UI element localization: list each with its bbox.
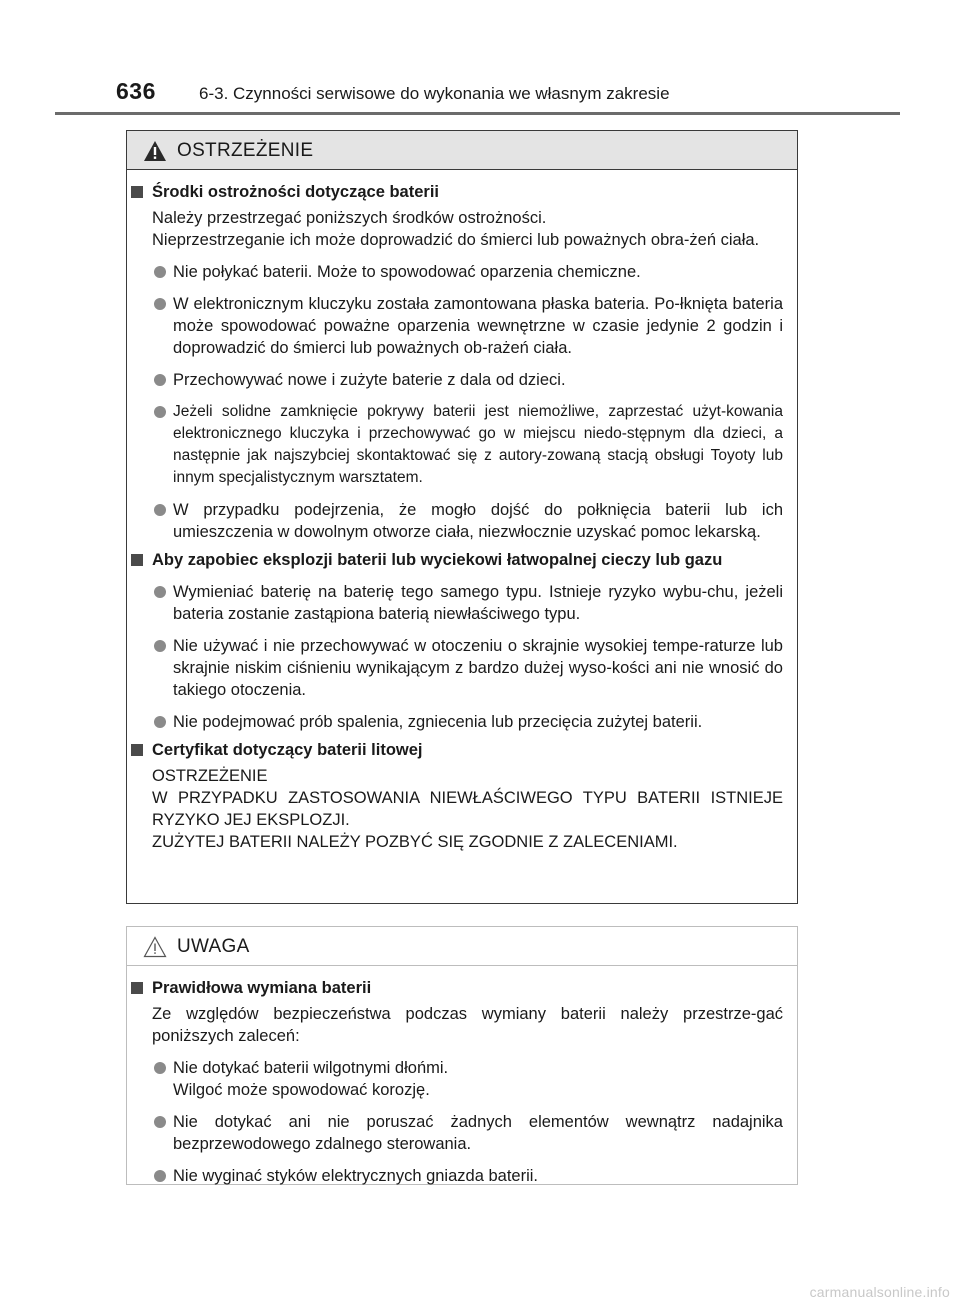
list-item: Jeżeli solidne zamknięcie pokrywy baterii jest niemożliwe, zaprzestać użyt-kowania elektronicznego kluczyka i przechowywać go w miejscu niedo-stępnym dla dzieci, a następnie jak najszybciej skontaktować się z autory-zowaną stacją obsługi Toyoty lub innym specjalistycznym warsztatem. [127,401,797,489]
certificate-line: OSTRZEŻENIE [152,767,268,785]
list-item: W przypadku podejrzenia, że mogło dojść do połknięcia baterii lub ich umieszczenia w dowolnym otworze ciała, niezwłocznie uzyskać pomoc lekarską. [127,499,797,543]
section-title: Środki ostrożności dotyczące baterii [127,181,797,203]
section-title: Prawidłowa wymiana baterii [127,977,797,999]
list-item: Wymieniać baterię na baterię tego samego typu. Istnieje ryzyko wybu-chu, jeżeli bateria zostanie zastąpiona baterią niewłaściwego typu. [127,581,797,625]
square-bullet-icon [131,554,143,566]
section-title: Aby zapobiec eksplozji baterii lub wyciekowi łatwopalnej cieczy lub gazu [127,549,797,571]
square-bullet-icon [131,186,143,198]
round-bullet-icon [154,586,166,598]
page-header [0,0,960,120]
notice-box [126,926,798,1185]
list-item: Nie dotykać baterii wilgotnymi dłońmi. Wilgoć może spowodować korozję. [127,1057,797,1101]
round-bullet-icon [154,374,166,386]
list-item: Nie dotykać ani nie poruszać żadnych elementów wewnątrz nadajnika bezprzewodowego zdalnego sterowania. [127,1111,797,1155]
square-bullet-icon [131,744,143,756]
round-bullet-icon [154,298,166,310]
notice-header [127,927,797,966]
warning-header [127,131,797,170]
header-rule [55,112,900,115]
section-title: Certyfikat dotyczący baterii litowej [127,739,797,761]
chapter-title: 6-3. Czynności serwisowe do wykonania we własnym zakresie [199,84,670,103]
round-bullet-icon [154,1062,166,1074]
round-bullet-icon [154,266,166,278]
certificate-line: W PRZYPADKU ZASTOSOWANIA NIEWŁAŚCIWEGO TYPU BATERII ISTNIEJE RYZYKO JEJ EKSPLOZJI. [152,789,783,829]
list-item: Nie używać i nie przechowywać w otoczeniu o skrajnie wysokiej tempe-raturze lub skrajnie niskim ciśnieniu wynikającym z bardzo dużej wyso-kości ani nie wnosić do takiego otoczenia. [127,635,797,701]
list-item: Przechowywać nowe i zużyte baterie z dala od dzieci. [127,369,797,391]
square-bullet-icon [131,982,143,994]
round-bullet-icon [154,504,166,516]
page-number: 636 [116,78,156,104]
notice-title: UWAGA [177,936,250,957]
certificate-line: ZUŻYTEJ BATERII NALEŻY POZBYĆ SIĘ ZGODNIE Z ZALECENIAMI. [152,833,678,851]
paragraph: Ze względów bezpieczeństwa podczas wymiany baterii należy przestrze-gać poniższych zaleceń: [152,1005,783,1045]
section-explosion-prevention [127,549,797,733]
warning-title: OSTRZEŻENIE [177,140,314,161]
round-bullet-icon [154,1170,166,1182]
list-item: Nie połykać baterii. Może to spowodować oparzenia chemiczne. [127,261,797,283]
round-bullet-icon [154,640,166,652]
round-bullet-icon [154,1116,166,1128]
warning-content [127,181,797,853]
paragraph: Należy przestrzegać poniższych środków ostrożności. [152,209,547,227]
list-item: W elektronicznym kluczyku została zamontowana płaska bateria. Po-łknięta bateria może spowodować poważne oparzenia wewnętrzne w czasie jedynie 2 godzin i doprowadzić do śmierci lub poważnych ob-rażeń ciała. [127,293,797,359]
notice-content [127,977,797,1187]
round-bullet-icon [154,716,166,728]
notice-triangle-icon [143,936,167,958]
watermark: carmanualsonline.info [809,1284,950,1300]
round-bullet-icon [154,406,166,418]
section-battery-precautions [127,181,797,543]
section-lithium-certificate [127,739,797,853]
warning-triangle-icon [143,140,167,162]
list-item: Nie podejmować prób spalenia, zgniecenia lub przecięcia zużytej baterii. [127,711,797,733]
warning-box [126,130,798,904]
list-item: Nie wyginać styków elektrycznych gniazda baterii. [127,1165,797,1187]
paragraph: Nieprzestrzeganie ich może doprowadzić do śmierci lub poważnych obra-żeń ciała. [152,231,760,249]
